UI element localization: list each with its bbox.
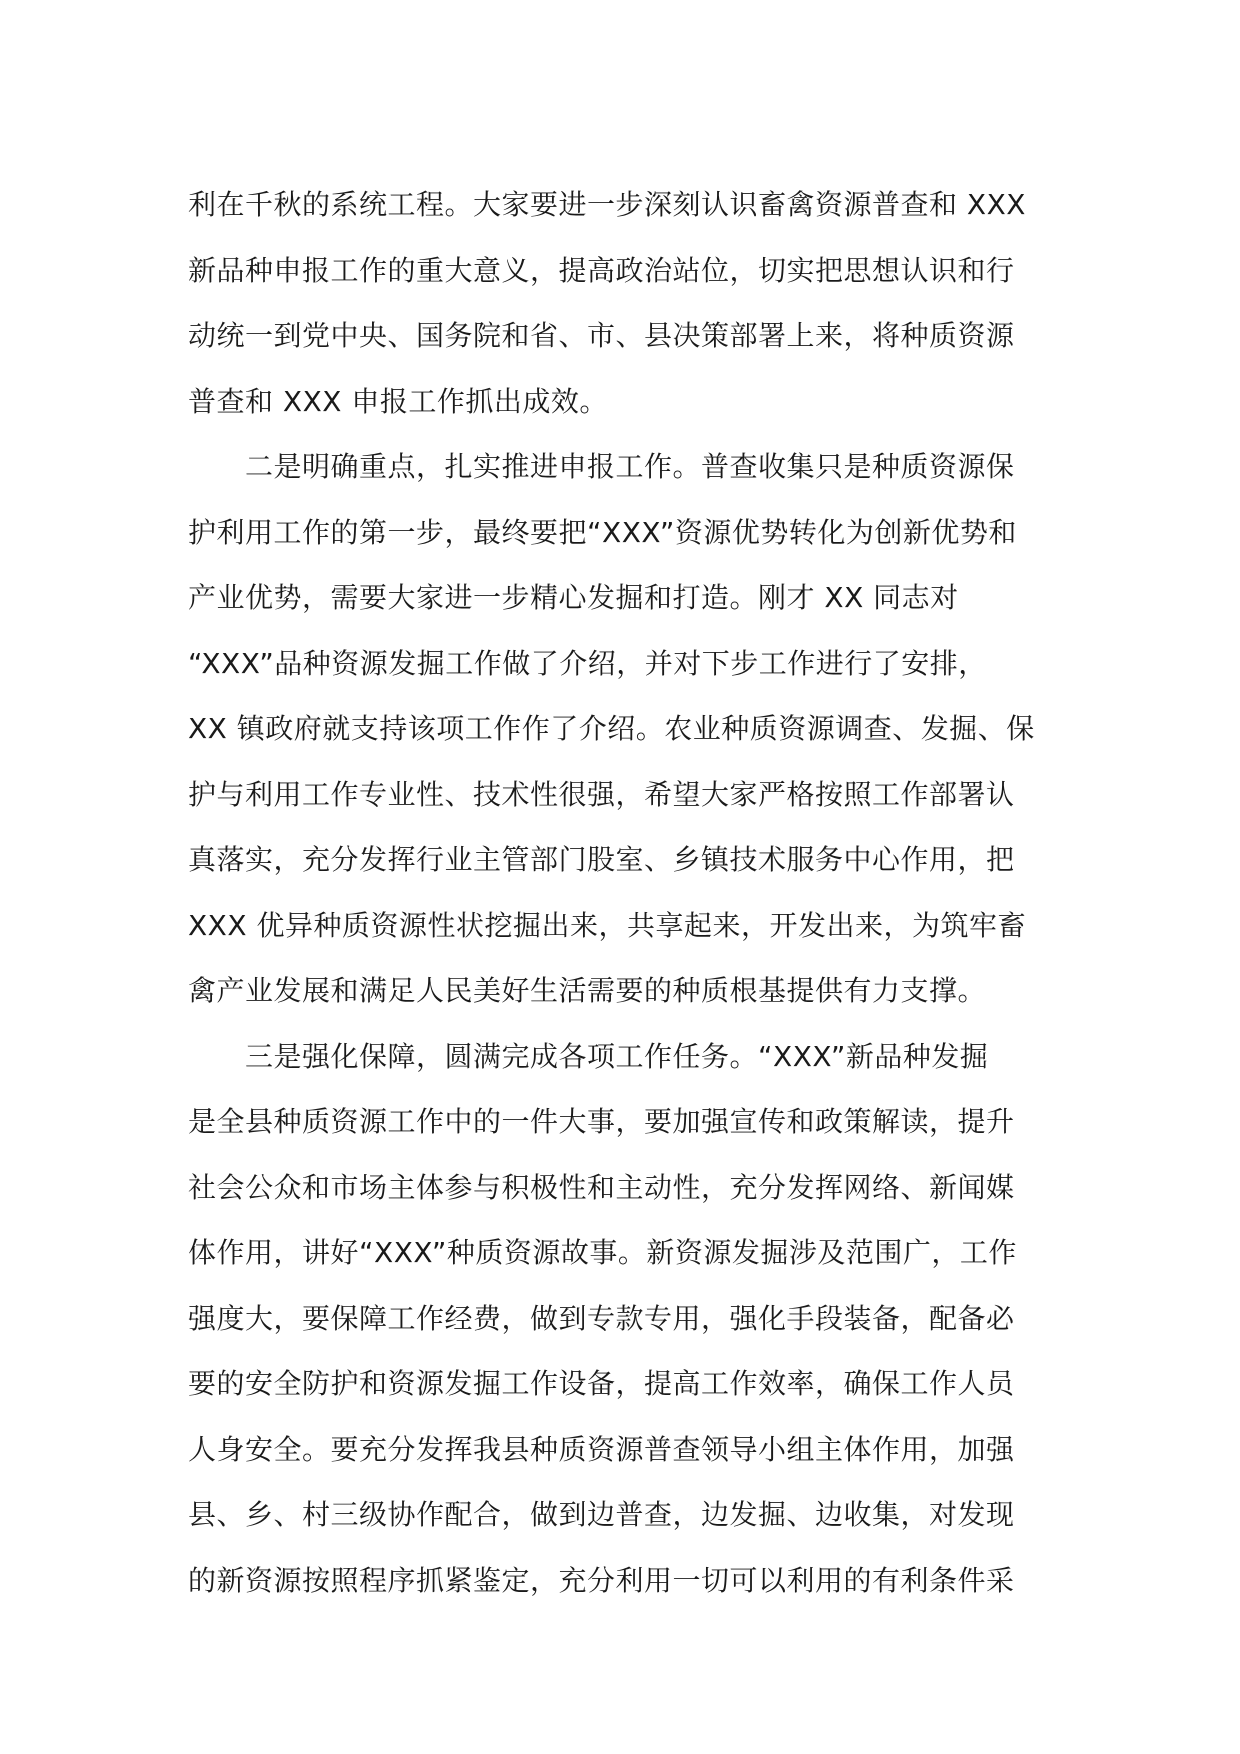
text-line: 普查和 XXX 申报工作抓出成效。 [188,384,608,418]
text-line: 新品种申报工作的重大意义，提高政治站位，切实把思想认识和行 [188,253,1015,287]
text-line: 禽产业发展和满足人民美好生活需要的种质根基提供有力支撑。 [188,974,987,1007]
text-line: “XXX”品种资源发掘工作做了介绍，并对下步工作进行了安排， [188,646,987,680]
text-line: 真落实，充分发挥行业主管部门股室、乡镇技术服务中心作用，把 [188,843,1015,876]
text-line: XX 镇政府就支持该项工作作了介绍。农业种质资源调查、发掘、保 [188,712,1035,745]
text-line: 三是强化保障，圆满完成各项工作任务。“XXX”新品种发掘 [188,1039,989,1073]
text-line: 社会公众和市场主体参与积极性和主动性，充分发挥网络、新闻媒 [188,1170,1015,1204]
text-line: 县、乡、村三级协作配合，做到边普查，边发掘、边收集，对发现 [188,1498,1015,1531]
text-line: 强度大，要保障工作经费，做到专款专用，强化手段装备，配备必 [188,1301,1015,1335]
text-line: 要的安全防护和资源发掘工作设备，提高工作效率，确保工作人员 [188,1367,1015,1400]
text-line: XXX 优异种质资源性状挖掘出来，共享起来，开发出来，为筑牢畜 [188,908,1026,942]
text-line: 的新资源按照程序抓紧鉴定，充分利用一切可以利用的有利条件采 [188,1563,1015,1597]
text-line: 是全县种质资源工作中的一件大事，要加强宣传和政策解读，提升 [188,1105,1015,1138]
text-line: 产业优势，需要大家进一步精心发掘和打造。刚才 XX 同志对 [188,581,959,614]
text-line: 护利用工作的第一步，最终要把“XXX”资源优势转化为创新优势和 [188,515,1017,549]
text-line: 二是明确重点，扎实推进申报工作。普查收集只是种质资源保 [188,450,1015,483]
text-line: 护与利用工作专业性、技术性很强，希望大家严格按照工作部署认 [188,777,1015,811]
body-text [188,172,1068,1613]
text-line: 体作用，讲好“XXX”种质资源故事。新资源发掘涉及范围广，工作 [188,1236,1017,1269]
text-line: 人身安全。要充分发挥我县种质资源普查领导小组主体作用，加强 [188,1432,1015,1466]
text-line: 动统一到党中央、国务院和省、市、县决策部署上来，将种质资源 [188,319,1015,352]
text-line: 利在千秋的系统工程。大家要进一步深刻认识畜禽资源普查和 XXX [188,188,1026,221]
